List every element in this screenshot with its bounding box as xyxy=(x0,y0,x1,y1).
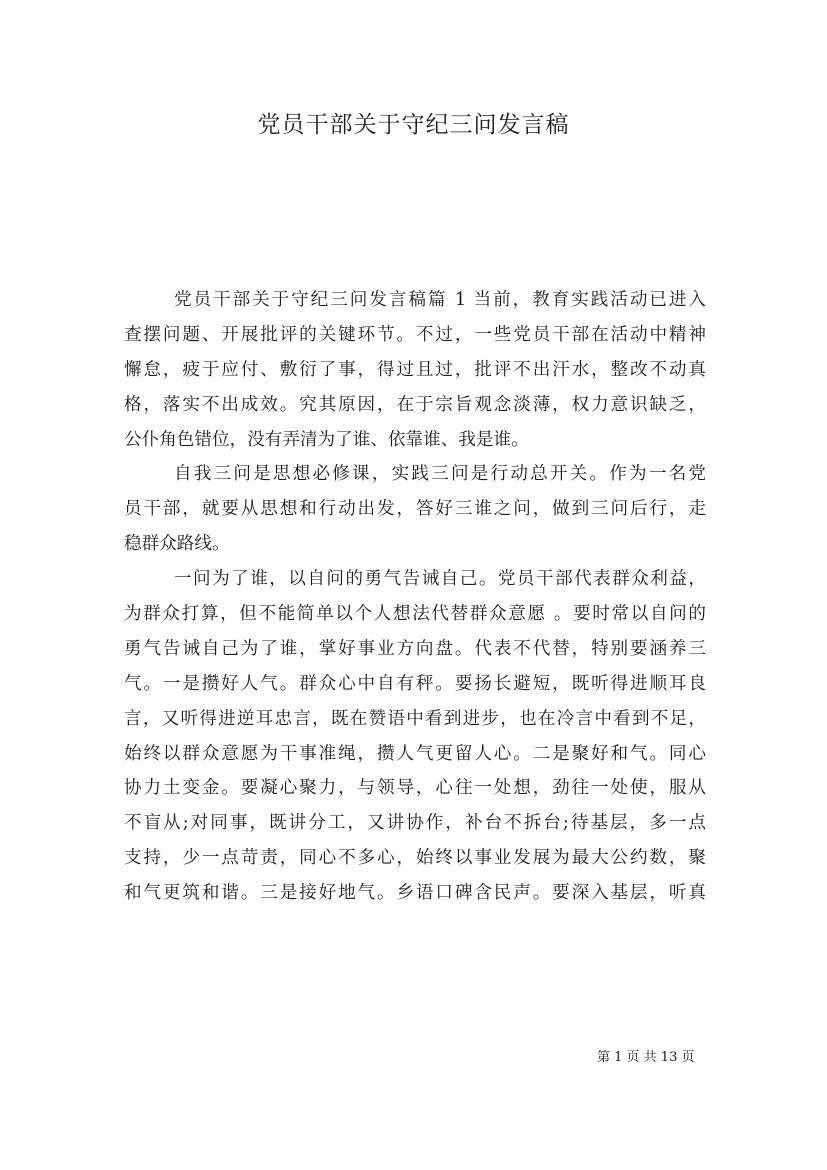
text-line: 查摆问题、开展批评的关键环节。不过，一些党员干部在活动中精神 xyxy=(124,324,706,345)
page-footer: 第 1 页 共 13 页 xyxy=(597,1050,695,1065)
text-line: 不盲从;对同事，既讲分工，又讲协作，补台不拆台;待基层，多一点 xyxy=(124,813,706,834)
text-line: 一问为了谁，以自问的勇气告诫自己。党员干部代表群众利益， xyxy=(174,569,706,590)
text-line: 员干部，就要从思想和行动出发，答好三谁之问，做到三问后行，走 xyxy=(124,499,706,520)
text-line: 协力土变金。要凝心聚力，与领导，心往一处想，劲往一处使，服从 xyxy=(124,778,706,799)
document-title: 党员干部关于守纪三问发言稿 xyxy=(257,112,570,138)
text-line: 支持，少一点苛责，同心不多心，始终以事业发展为最大公约数，聚 xyxy=(124,848,706,869)
text-line: 气。一是攒好人气。群众心中自有秤。要扬长避短，既听得进顺耳良 xyxy=(124,673,706,694)
text-line: 党员干部关于守纪三问发言稿篇 1 当前，教育实践活动已进入 xyxy=(174,290,706,310)
text-line: 懈怠，疲于应付、敷衍了事，得过且过，批评不出汗水，整改不动真 xyxy=(124,359,706,380)
text-line: 公仆角色错位，没有弄清为了谁、依靠谁、我是谁。 xyxy=(124,429,529,450)
document-body xyxy=(124,283,706,911)
text-line: 始终以群众意愿为干事准绳，攒人气更留人心。二是聚好和气。同心 xyxy=(124,743,706,764)
text-line: 为群众打算，但不能简单以个人想法代替群众意愿 。要时常以自问的 xyxy=(124,604,706,625)
text-line: 格，落实不出成效。究其原因，在于宗旨观念淡薄，权力意识缺乏， xyxy=(124,394,706,415)
text-line: 自我三问是思想必修课，实践三问是行动总开关。作为一名党 xyxy=(174,464,706,485)
text-line: 言，又听得进逆耳忠言，既在赞语中看到进步，也在冷言中看到不足， xyxy=(124,708,706,729)
text-line: 和气更筑和谐。三是接好地气。乡语口碑含民声。要深入基层，听真 xyxy=(124,883,706,904)
text-line: 勇气告诫自己为了谁，掌好事业方向盘。代表不代替，特别要涵养三 xyxy=(124,638,706,659)
text-line: 稳群众路线。 xyxy=(124,534,230,555)
